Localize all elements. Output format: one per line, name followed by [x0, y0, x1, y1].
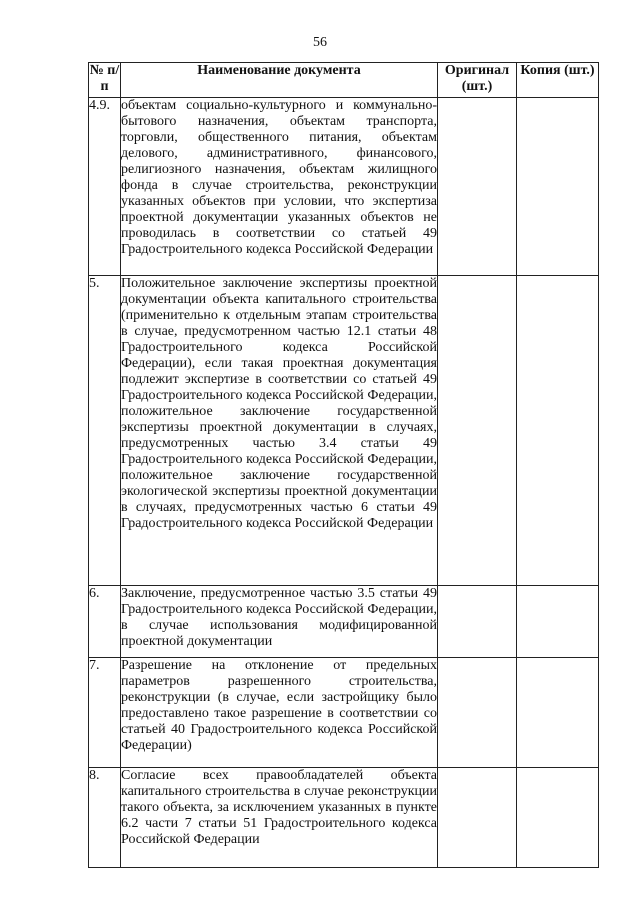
row-original — [438, 768, 517, 868]
row-original — [438, 658, 517, 768]
row-copy — [517, 98, 599, 276]
table-row — [89, 586, 599, 658]
row-text: Согласие всех правообладателей объекта капитального строительства в случае реконструкции такого объекта, за исключением указанных в пункте 6.2 части 7 статьи 51 Градостроительного кодекса Российской Федерации — [121, 768, 438, 868]
row-text: Заключение, предусмотренное частью 3.5 статьи 49 Градостроительного кодекса Российской Федерации, в случае использования модифицированной проектной документации — [121, 586, 438, 658]
row-copy — [517, 768, 599, 868]
row-text: объектам социально-культурного и коммунально-бытового назначения, объектам транспорта, торговли, общественного питания, объектам делового, административного, финансового, религиозного назначения, объектам жилищного фонда в случае строительства, реконструкции указанных объектов при условии, что экспертиза проектной документации указанных объектов не проводилась в соответствии со статьей 49 Градостроительного кодекса Российской Федерации — [121, 98, 438, 276]
header-original: Оригинал (шт.) — [438, 63, 517, 98]
row-text: Положительное заключение экспертизы проектной документации объекта капитального строительства (применительно к отдельным этапам строительства в случае, предусмотренном частью 12.1 статьи 48 Градостроительного кодекса Российской Федерации), если такая проектная документация подлежит экспертизе в соответствии со статьей 49 Градостроительного кодекса Российской Федерации, положительное заключение государственной экспертизы проектной документации в случаях, предусмотренных частью 3.4 статьи 49 Градостроительного кодекса Российской Федерации, положительное заключение государственной экологической экспертизы проектной документации в случаях, предусмотренных частью 6 статьи 49 Градостроительного кодекса Российской Федерации — [121, 276, 438, 586]
row-copy — [517, 276, 599, 586]
header-copy: Копия (шт.) — [517, 63, 599, 98]
table-row — [89, 658, 599, 768]
documents-table — [88, 62, 599, 868]
row-num: 4.9. — [89, 98, 121, 276]
row-original — [438, 586, 517, 658]
row-num: 8. — [89, 768, 121, 868]
row-copy — [517, 586, 599, 658]
row-original — [438, 276, 517, 586]
header-name: Наименование документа — [121, 63, 438, 98]
row-copy — [517, 658, 599, 768]
page-number: 56 — [313, 35, 327, 50]
row-text: Разрешение на отклонение от предельных параметров разрешенного строительства, реконструкции (в случае, если застройщику было предоставлено такое разрешение в соответствии со статьей 40 Градостроительного кодекса Российской Федерации) — [121, 658, 438, 768]
table-row — [89, 768, 599, 868]
table-row — [89, 98, 599, 276]
header-num: № п/п — [89, 63, 121, 98]
row-num: 6. — [89, 586, 121, 658]
row-original — [438, 98, 517, 276]
row-num: 7. — [89, 658, 121, 768]
table-header-row — [89, 63, 599, 98]
row-num: 5. — [89, 276, 121, 586]
table-row — [89, 276, 599, 586]
